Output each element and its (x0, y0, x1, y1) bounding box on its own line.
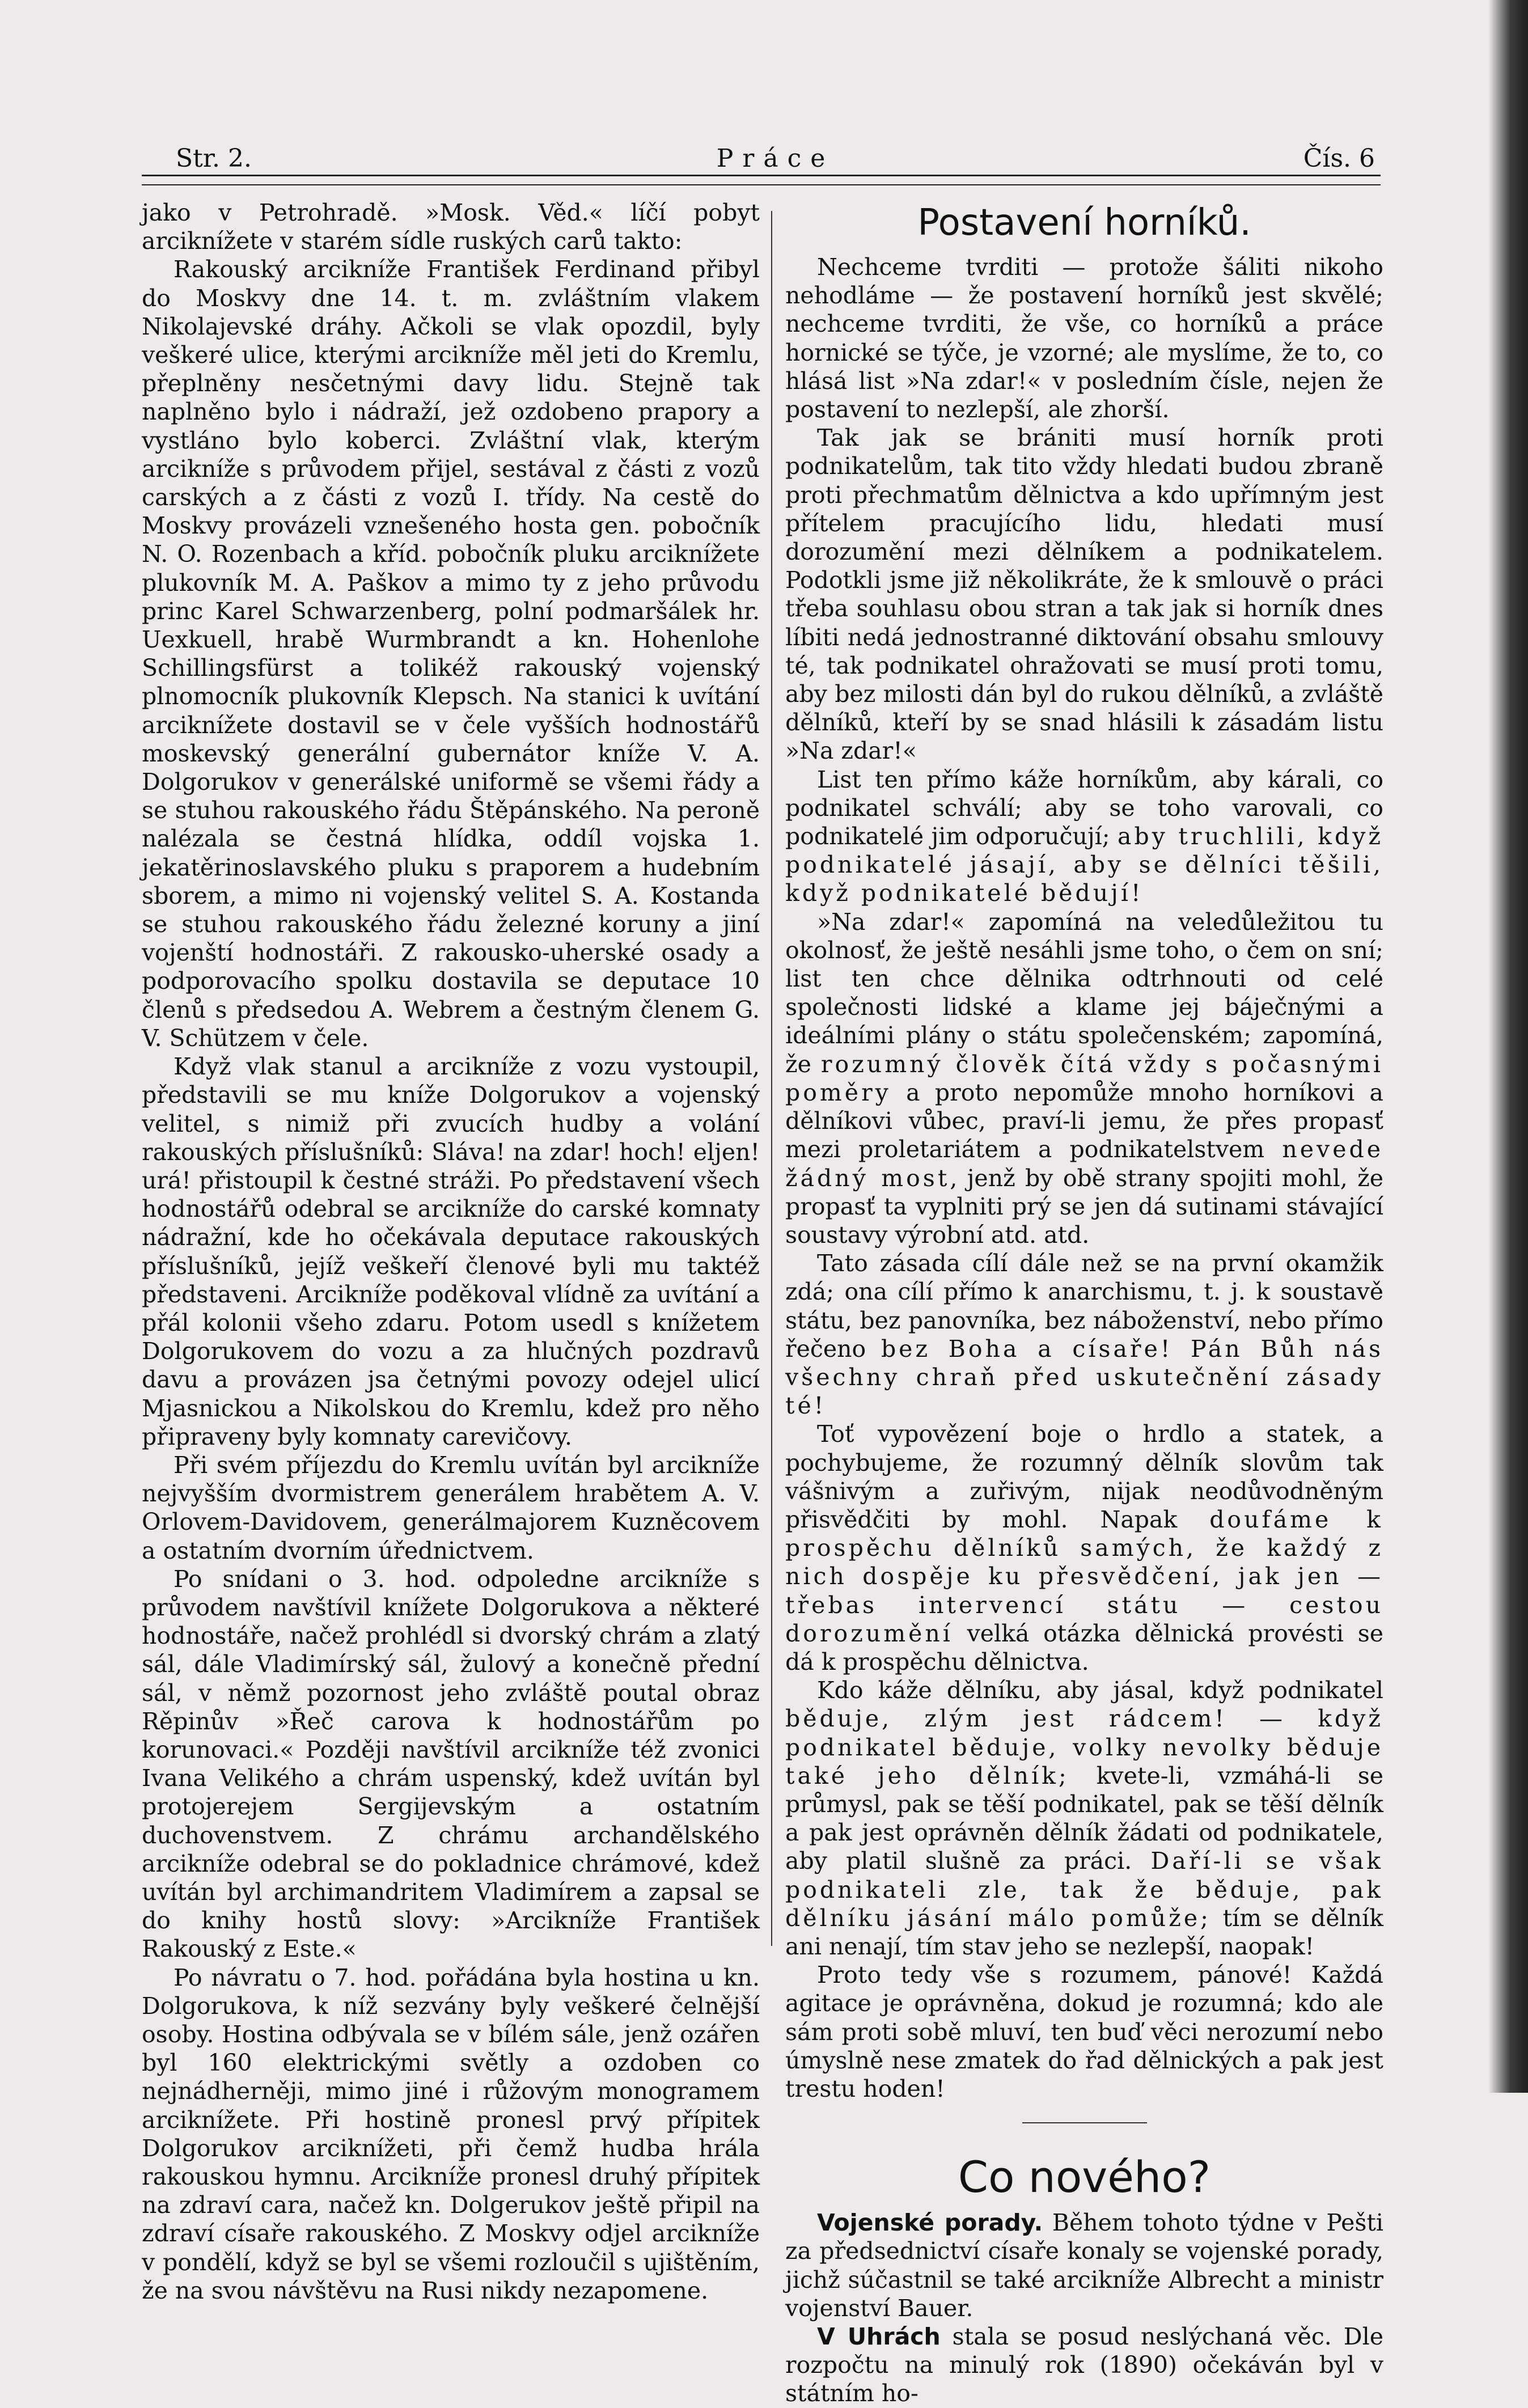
publication-title: Práce (716, 144, 835, 173)
paragraph (785, 1676, 1383, 1961)
paragraph (785, 1249, 1383, 1420)
text-run: , jenž by obě strany spojiti mohl, že propasť ta vyplniti prý se jen dá sutinami stávající soustavy výrobní atd. atd. (785, 1164, 1383, 1249)
paragraph: Nechceme tvrditi — protože šáliti nikoho nehodláme — že postavení horníků jest skvělé; nechceme tvrditi, že vše, co horníků a práce hornické se týče, je vzorné; ale myslíme, že to, co hlásá list »Na zdar!« v posledním čísle, nejen že postavení to nezlepší, ale zhorší. (785, 253, 1383, 424)
news-item-text: Během tohoto týdne v Pešti za předsednictví císaře konaly se vojenské porady, jichž súčastnil se také arcikníže Albrecht a ministr vojenství Bauer. (785, 2209, 1383, 2322)
header-rule (142, 175, 1381, 185)
issue-number: Čís. 6 (1303, 144, 1375, 173)
spaced-text: běduje, zlým jest rádcem! — když podnikatel běduje, volky nevolky běduje také jeho dělník; (785, 1705, 1383, 1789)
spaced-text: nevede žádný most (785, 1136, 1383, 1192)
column-divider (771, 211, 772, 1946)
text-run: Kdo káže dělníku, aby jásal, když podnikatel (817, 1677, 1383, 1704)
spaced-text: rozumný člověk čítá vždy s počasnými poměry (785, 1050, 1383, 1106)
spaced-text: Daří-li se však podnikateli zle, tak že běduje, pak dělníku jásání málo pomůže; (785, 1847, 1383, 1932)
paragraph: Při svém příjezdu do Kremlu uvítán byl arcikníže nejvyšším dvormistrem generálem hrabětem A. V. Orlovem-Davidovem, generálmajorem Kuzněcovem a ostatním dvorním úřednictvem. (142, 1451, 760, 1564)
text-run: velká otázka dělnická provésti se dá k prospěchu dělnictva. (785, 1619, 1383, 1675)
news-item-lead: Vojenské porady. (817, 2209, 1043, 2237)
spaced-text: aby truchlili, když podnikatelé jásají, aby se dělníci těšili, když podnikatelé bědují! (785, 823, 1383, 907)
page-header (176, 142, 1375, 176)
right-column (785, 198, 1383, 2408)
spaced-text: bez Boha a císaře! Pán Bůh nás všechny chraň před uskutečnění zásady té! (785, 1335, 1383, 1420)
paragraph: Rakouský arcikníže František Ferdinand přibyl do Moskvy dne 14. t. m. zvláštním vlakem Nikolajevské dráhy. Ačkoli se vlak opozdil, byly veškeré ulice, kterými arcikníže měl jeti do Kremlu, přeplněny nesčetnými davy lidu. Stejně tak naplněno bylo i nádraží, jež ozdobeno prapory a vystláno bylo koberci. Zvláštní vlak, kterým arcikníže s průvodem přijel, sestával z části z vozů carských a z části z vozů I. třídy. Na cestě do Moskvy provázeli vznešeného hosta gen. pobočník N. O. Rozenbach a kříd. pobočník pluku arciknížete plukovník M. A. Paškov a mimo ty z jeho průvodu princ Karel Schwarzenberg, polní podmaršálek hr. Uexkuell, hrabě Wurmbrandt a kn. Hohenlohe Schillingsfürst a tolikéž rakouský vojenský plnomocník plukovník Klepsch. Na stanici k uvítání arciknížete dostavil se v čele vyšších hodnostářů moskevský generální gubernátor kníže V. A. Dolgorukov v generálské uniformě se všemi řády a se stuhou rakouského řádu Štěpánského. Na peroně nalézala se čestná hlídka, oddíl vojska 1. jekatěrinoslavského pluku s praporem a hudebním sborem, a mimo ni vojenský velitel S. A. Kostanda se stuhou rakouského řádu železné koruny a jiní vojenští hodnostáři. Z rakousko-uherské osady a podporovacího spolku dostavila se deputace 10 členů s předsedou A. Webrem a čestným členem G. V. Schützem v čele. (142, 256, 760, 1052)
news-item (785, 2208, 1383, 2322)
paragraph: Po návratu o 7. hod. pořádána byla hostina u kn. Dolgorukova, k níž sezvány byly veškeré čelnější osoby. Hostina odbývala se v bílém sále, jenž ozářen byl 160 elektrickými světly a ozdoben co nejnádherněji, mimo jiné i růžovým monogramem arciknížete. Při hostině pronesl prvý přípitek Dolgorukov arciknížeti, při čemž hudba hrála rakouskou hymnu. Arcikníže pronesl druhý přípitek na zdraví cara, načež kn. Dolgerukov ještě připil na zdraví císaře rakouského. Z Moskvy odjel arcikníže v pondělí, když se byl se všemi rozloučil s ujištěním, že na svou návštěvu na Rusi nikdy nezapomene. (142, 1963, 760, 2304)
paragraph (785, 908, 1383, 1249)
paragraph: Tak jak se brániti musí horník proti podnikatelům, tak tito vždy hledati budou zbraně proti přechmatům dělnictva a kdo upřímným jest přítelem pracujícího lidu, hledati musí dorozumění mezi dělníkem a podnikatelem. Podotkli jsme již několikráte, že k smlouvě o práci třeba souhlasu obou stran a tak jak si horník dnes líbiti nedá jednostranné diktování obsahu smlouvy té, tak podnikatel ohražovati se musí proti tomu, aby bez milosti dán byl do rukou dělníků, a zvláště dělníků, kteří by se snad hlásili k zásadám listu »Na zdar!« (785, 424, 1383, 765)
spaced-text: doufáme k prospěchu dělníků samých, že každý z nich dospěje ku přesvědčení, jak jen — třebas intervencí státu — cestou dorozumění (785, 1505, 1383, 1647)
text-run: kvete-li, vzmáhá-li se průmysl, pak se těší podnikatel, pak se těší dělník a pak jest oprávněn dělník žádati od podnikatele, aby platil slušně za práci. (785, 1762, 1383, 1875)
article-title: Postavení horníků. (917, 202, 1251, 244)
text-run: »Na zdar!« zapomíná na veledůležitou tu okolnosť, že ještě nesáhli jsme toho, o čem on sní; list ten chce dělnika odtrhnouti od celé společnosti lidské a klame jej báječnými a ideálními plány o státu společenském; zapomíná, že (785, 908, 1383, 1078)
section-rule (1022, 2122, 1147, 2123)
text-run: List ten přímo káže horníkům, aby kárali, co podnikatel schválí; aby se toho varovali, co podnikatelé jim odporučují; (785, 765, 1383, 850)
text-run: Toť vypovězení boje o hrdlo a statek, a pochybujeme, že rozumný dělník slovům tak vášnivým a zuřivým, nijak neodůvodněným přisvědčiti by mohl. Napak (785, 1420, 1383, 1533)
paragraph: jako v Petrohradě. »Mosk. Věd.« líčí pobyt arciknížete v starém sídle ruských carů takto: (142, 199, 760, 255)
text-run: Tato zásada cílí dále než se na první okamžik zdá; ona cílí přímo k anarchismu, t. j. k soustavě státu, bez panovníka, bez náboženství, nebo přímo řečeno (785, 1250, 1383, 1362)
paragraph (785, 765, 1383, 908)
paragraph: Proto tedy vše s rozumem, pánové! Každá agitace je oprávněna, dokud je rozumná; kdo ale sám proti sobě mluví, ten buď věci nerozumí nebo úmyslně nese zmatek do řad dělnických a pak jest trestu hoden! (785, 1961, 1383, 2102)
page-number: Str. 2. (176, 144, 252, 173)
news-item-lead: V Uhrách (817, 2323, 941, 2351)
left-column (142, 198, 760, 2305)
text-run: a proto nepomůže mnoho horníkovi a dělníkovi vůbec, praví-li jemu, že přes propasť mezi proletariátem a podnikatelstvem (785, 1078, 1383, 1163)
section-title: Co nového? (958, 2152, 1211, 2203)
news-item-text: stala se posud neslýchaná věc. Dle rozpočtu na minulý rok (1890) očekáván byl v státním ho- (785, 2323, 1383, 2407)
page-edge-shadow (1488, 0, 1528, 2093)
news-item (785, 2322, 1383, 2408)
paragraph: Po snídani o 3. hod. odpoledne arcikníže s průvodem navštívil knížete Dolgorukova a některé hodnostáře, načež prohlédl si dvorský chrám a zlatý sál, dále Vladimírský sál, žulový a konečně přední sál, v němž pozornost jeho zvláště poutal obraz Rěpinův »Řeč carova k hodnostářům po korunovaci.« Později navštívil arcikníže též zvonici Ivana Velikého a chrám uspenský, kdež uvítán byl protojerejem Sergijevským a ostatním duchovenstvem. Z chrámu archandělského arcikníže odebral se do pokladnice chrámové, kdež uvítán byl archimandritem Vladimírem a zapsal se do knihy hostů slovy: »Arcikníže František Rakouský z Este.« (142, 1565, 760, 1963)
paragraph: Když vlak stanul a arcikníže z vozu vystoupil, představili se mu kníže Dolgorukov a vojenský velitel, s nimiž při zvucích hudby a volání rakouských příslušníků: Sláva! na zdar! hoch! eljen! urá! přistoupil k čestné stráži. Po představení všech hodnostářů odebral se arcikníže do carské komnaty nádražní, kde ho očekávala deputace rakouských příslušníků, jejíž veškeří členové byli mu taktéž představeni. Arcikníže poděkoval vlídně za uvítání a přál kolonii všeho zdaru. Potom usedl s knížetem Dolgorukovem do vozu a za hlučných pozdravů davu a provázen jsa četnými povozy odejel ulicí Mjasnickou a Nikolskou do Kremlu, kdež pro něho připraveny byly komnaty carevičovy. (142, 1053, 760, 1450)
text-run: tím se dělník ani nenají, tím stav jeho se nezlepší, naopak! (785, 1904, 1383, 1960)
paragraph (785, 1420, 1383, 1676)
